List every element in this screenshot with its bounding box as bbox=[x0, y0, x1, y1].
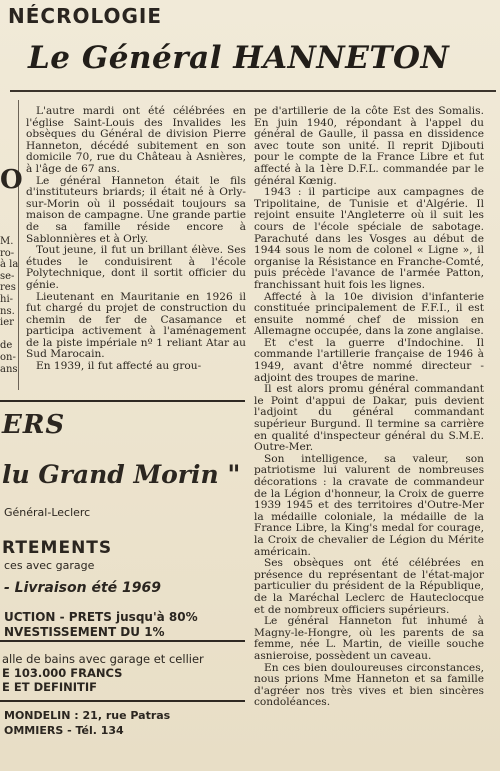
article-column-2 bbox=[254, 106, 484, 709]
header-rule bbox=[10, 90, 496, 92]
paragraph: Le général Hanneton était le fils d'instituteurs briards; il était né à Orly-sur-Morin où il possédait toujours sa maison de campagne. Une grande partie de sa famille réside encore à Sablonnières et à Orly. bbox=[26, 174, 246, 245]
edge-line: hi- bbox=[0, 293, 14, 305]
edge-line: de bbox=[0, 340, 13, 352]
paragraph: Lieutenant en Mauritanie en 1926 il fut chargé du projet de construction du chemin de fer de Casamance et participa activement à l'aménagement de la piste impériale nº 1 reliant Atar au Sud Marocain. bbox=[26, 290, 246, 361]
ad-divider bbox=[0, 700, 245, 702]
ad-divider bbox=[0, 640, 245, 642]
edge-line: ans bbox=[0, 363, 18, 375]
paragraph: L'autre mardi ont été célébrées en l'église Saint-Louis des Invalides les obsèques du Général de division Pierre Hanneton, décédé subitement en son domicile 70, rue du Château à Asnières, à l'âge de 67 ans. bbox=[26, 105, 246, 175]
edge-line bbox=[0, 329, 16, 341]
ad-line: E 103.000 FRANCS bbox=[2, 666, 123, 680]
paragraph: Ses obsèques ont été célébrées en présence du représentant de l'état-major particulier du président de la République, de la Maréchal Leclerc de Hauteclocque et de nombreux officiers supérieurs. bbox=[254, 557, 484, 616]
ad-financing bbox=[4, 610, 198, 640]
paragraph: En ces bien douloureuses circonstances, nous prions Mme Hanneton et sa famille d'agréer nos très vives et bien sincères condoléances. bbox=[254, 661, 484, 709]
edge-line: on- bbox=[0, 351, 16, 363]
edge-line: res bbox=[0, 282, 16, 294]
ad-line: NVESTISSEMENT DU 1% bbox=[4, 625, 165, 639]
ad-contact bbox=[4, 708, 170, 738]
ad-line: alle de bains avec garage et cellier bbox=[2, 652, 204, 666]
ad-title-fragment: ERS bbox=[2, 410, 66, 440]
ad-subheading: ces avec garage bbox=[4, 559, 95, 572]
ad-line: UCTION - PRETS jusqu'à 80% bbox=[4, 610, 198, 624]
section-rubric: NÉCROLOGIE bbox=[8, 4, 163, 28]
paragraph: Il est alors promu général commandant le Point d'appui de Dakar, puis devient l'adjoint du général commandant supérieur Burgund. Il termine sa carrière en qualité d'inspecteur général du S.M.E. Outre-Mer. bbox=[254, 383, 484, 454]
column-rule bbox=[18, 100, 19, 390]
paragraph: Et c'est la guerre d'Indochine. Il commande l'artillerie française de 1946 à 1949, avant d'être nommé directeur - adjoint des troupes de marine. bbox=[254, 336, 484, 384]
paragraph: En 1939, il fut affecté au grou- bbox=[36, 360, 202, 373]
edge-line: à la bbox=[0, 259, 19, 271]
edge-line: M. bbox=[0, 236, 14, 247]
edge-line: se- bbox=[0, 270, 15, 282]
ad-title: lu Grand Morin " bbox=[2, 460, 241, 489]
paragraph: Tout jeune, il fut un brillant élève. Ses études le conduisirent à l'école Polytechnique, dont il sortit officier du génie. bbox=[26, 244, 246, 291]
ad-line: MONDELIN : 21, rue Patras bbox=[4, 709, 171, 722]
article-headline: Le Général HANNETON bbox=[28, 40, 450, 76]
ad-line: OMMIERS - Tél. 134 bbox=[4, 724, 124, 737]
paragraph: pe d'artillerie de la côte Est des Somalis. En juin 1940, répondant à l'appel du général de Gaulle, il passa en dissidence avec toute son unité. Il reprit Djibouti pour le compte de la France Libre et fut affecté à la 1ère D.F.L. commandée par le général Kœnig. bbox=[254, 105, 484, 187]
neighbor-column-fragment: O bbox=[0, 165, 23, 195]
ad-border-top bbox=[0, 400, 245, 402]
ad-offer bbox=[2, 652, 204, 694]
edge-line: ro- bbox=[0, 247, 15, 259]
article-column-1 bbox=[26, 106, 246, 373]
paragraph: Affecté à la 10e division d'infanterie constituée principalement de F.F.I., il est ensuite nommé chef de mission en Allemagne occupée, dans la zone anglaise. bbox=[254, 290, 484, 338]
ad-line: E ET DEFINITIF bbox=[2, 680, 97, 694]
edge-line: ier bbox=[0, 317, 14, 329]
neighbor-column-edge bbox=[0, 236, 19, 375]
paragraph: Le général Hanneton fut inhumé à Magny-le-Hongre, où les parents de sa femme, née L. Martin, de vieille souche asnieroise, possèdent un caveau. bbox=[254, 615, 484, 662]
paragraph: 1943 : il participe aux campagnes de Tripolitaine, de Tunisie et d'Algérie. Il rejoint ensuite l'Angleterre où il suit les cours de l'école spéciale de sabotage. Parachuté dans les Vosges au début de 1944 sous le nom de colonel « Ligne », il organise la Résistance en Franche-Comté, puis précède l'avance de l'armée Patton, franchissant huit fois les lignes. bbox=[254, 186, 484, 291]
ad-heading: RTEMENTS bbox=[2, 538, 113, 558]
paragraph: Son intelligence, sa valeur, son patriotisme lui valurent de nombreuses décorations : la cravate de commandeur de la Légion d'honneur, la Croix de guerre 1939 1945 et des territoires d'Outre-Mer la médaille coloniale, la médaille de la France Libre, la King's medal for courage, la Croix de chevalier de Légion du Mérite américain. bbox=[254, 452, 484, 558]
ad-address: Général-Leclerc bbox=[4, 506, 91, 519]
edge-line: ns. bbox=[0, 305, 15, 317]
ad-delivery: - Livraison été 1969 bbox=[4, 580, 161, 596]
